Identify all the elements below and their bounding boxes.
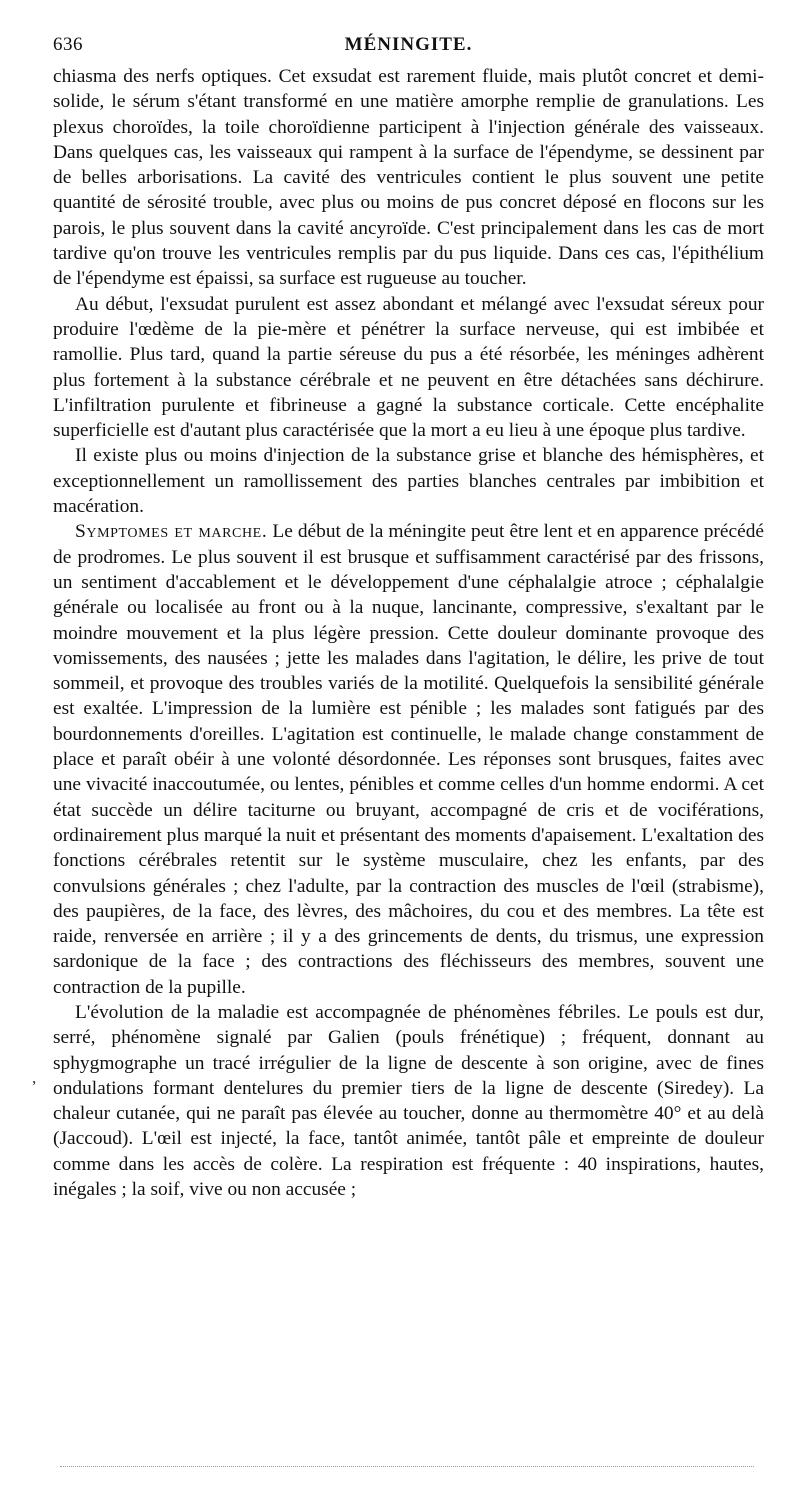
page-header (53, 28, 764, 62)
paragraph-evolution: L'évolution de la maladie est accompagnée de phénomènes fébriles. Le pouls est dur, serré, phénomène signalé par Galien (pouls frénétique) ; fréquent, donnant au sphygmographe un tracé irrégulier de la ligne de descente à son origine, avec de fines ondulations formant dentelures du premier tiers de la ligne de descente (Siredey). La chaleur cutanée, qui ne paraît pas élevée au toucher, donne au thermomètre 40° et au delà (Jaccoud). L'œil est injecté, la face, tantôt animée, tantôt pâle et empreinte de douleur comme dans les accès de colère. La respiration est fréquente : 40 inspirations, hautes, inégales ; la soif, vive ou non accusée ; (53, 1001, 764, 1201)
page-number: 636 (53, 34, 83, 55)
paragraph-exsudat: chiasma des nerfs optiques. Cet exsudat est rarement fluide, mais plutôt concret et demi-solide, le sérum s'étant transformé en une matière amorphe remplie de granulations. Les plexus choroïdes, la toile choroïdienne participent à l'injection générale des vaisseaux. Dans quelques cas, les vaisseaux qui rampent à la surface de l'épendyme, se dessinent par de belles arborisations. La cavité des ventricules contient le plus souvent une petite quantité de sérosité trouble, avec plus ou moins de pus concret déposé en flocons sur les parois, le plus souvent dans la cavité ancyroïde. C'est principalement dans les cas de mort tardive qu'on trouve les ventricules remplis par du pus liquide. Dans ces cas, l'épithélium de l'épendyme est épaissi, sa surface est rugueuse au toucher. (53, 66, 764, 290)
footer-dotted-rule (60, 1466, 754, 1467)
margin-mark: , (32, 1068, 37, 1087)
running-title: MÉNINGITE. (344, 34, 473, 55)
body-text (53, 64, 764, 1202)
paragraph-injection: Il existe plus ou moins d'injection de la substance grise et blanche des hémisphères, et exceptionnellement un ramollissement des parties blanches centrales par imbibition et macération. (53, 445, 764, 518)
section-lead-symptomes: Symptomes et marche. (75, 521, 268, 543)
paragraph-debut: Au début, l'exsudat purulent est assez abondant et mélangé avec l'exsudat séreux pour produire l'œdème de la pie-mère et pénétrer la surface nerveuse, qui est imbibée et ramollie. Plus tard, quand la partie séreuse du pus a été résorbée, les méninges adhèrent plus fortement à la substance cérébrale et ne peuvent en être détachées sans déchirure. L'infiltration purulente et fibrineuse a gagné la substance corticale. Cette encéphalite superficielle est d'autant plus caractérisée que la mort a eu lieu à une époque plus tardive. (53, 293, 764, 442)
paragraph-symptomes (53, 519, 764, 1000)
paragraph-symptomes-text: Le début de la méningite peut être lent et en apparence précédé de prodromes. Le plus souvent il est brusque et suffisamment caractérisé par des frissons, un sentiment d'accablement et le développement d'une céphalalgie atroce ; céphalalgie générale ou localisée au front ou à la nuque, lancinante, compressive, s'exaltant par le moindre mouvement et la plus légère pression. Cette douleur dominante provoque des vomissements, des nausées ; jette les malades dans l'agitation, le délire, les prive de tout sommeil, et provoque des troubles variés de la motilité. Quelquefois la sensibilité générale est exaltée. L'impression de la lumière est pénible ; les malades sont fatigués par des bourdonnements d'oreilles. L'agitation est continuelle, le malade change constamment de place et paraît obéir à une volonté désordonnée. Les réponses sont brusques, faites avec une vivacité inaccoutumée, ou lentes, pénibles et comme celles d'un homme endormi. A cet état succède un délire taciturne ou bruyant, accompagné de cris et de vociférations, ordinairement plus marqué la nuit et présentant des moments d'apaisement. L'exaltation des fonctions cérébrales retentit sur le système musculaire, chez les enfants, par des convulsions générales ; chez l'adulte, par la contraction des muscles de l'œil (strabisme), des paupières, de la face, des lèvres, des mâchoires, du cou et des membres. La tête est raide, renversée en arrière ; il y a des grincements de dents, du trismus, une expression sardonique de la face ; des contractions des fléchisseurs des membres, souvent une contraction de la pupille. (53, 521, 765, 998)
